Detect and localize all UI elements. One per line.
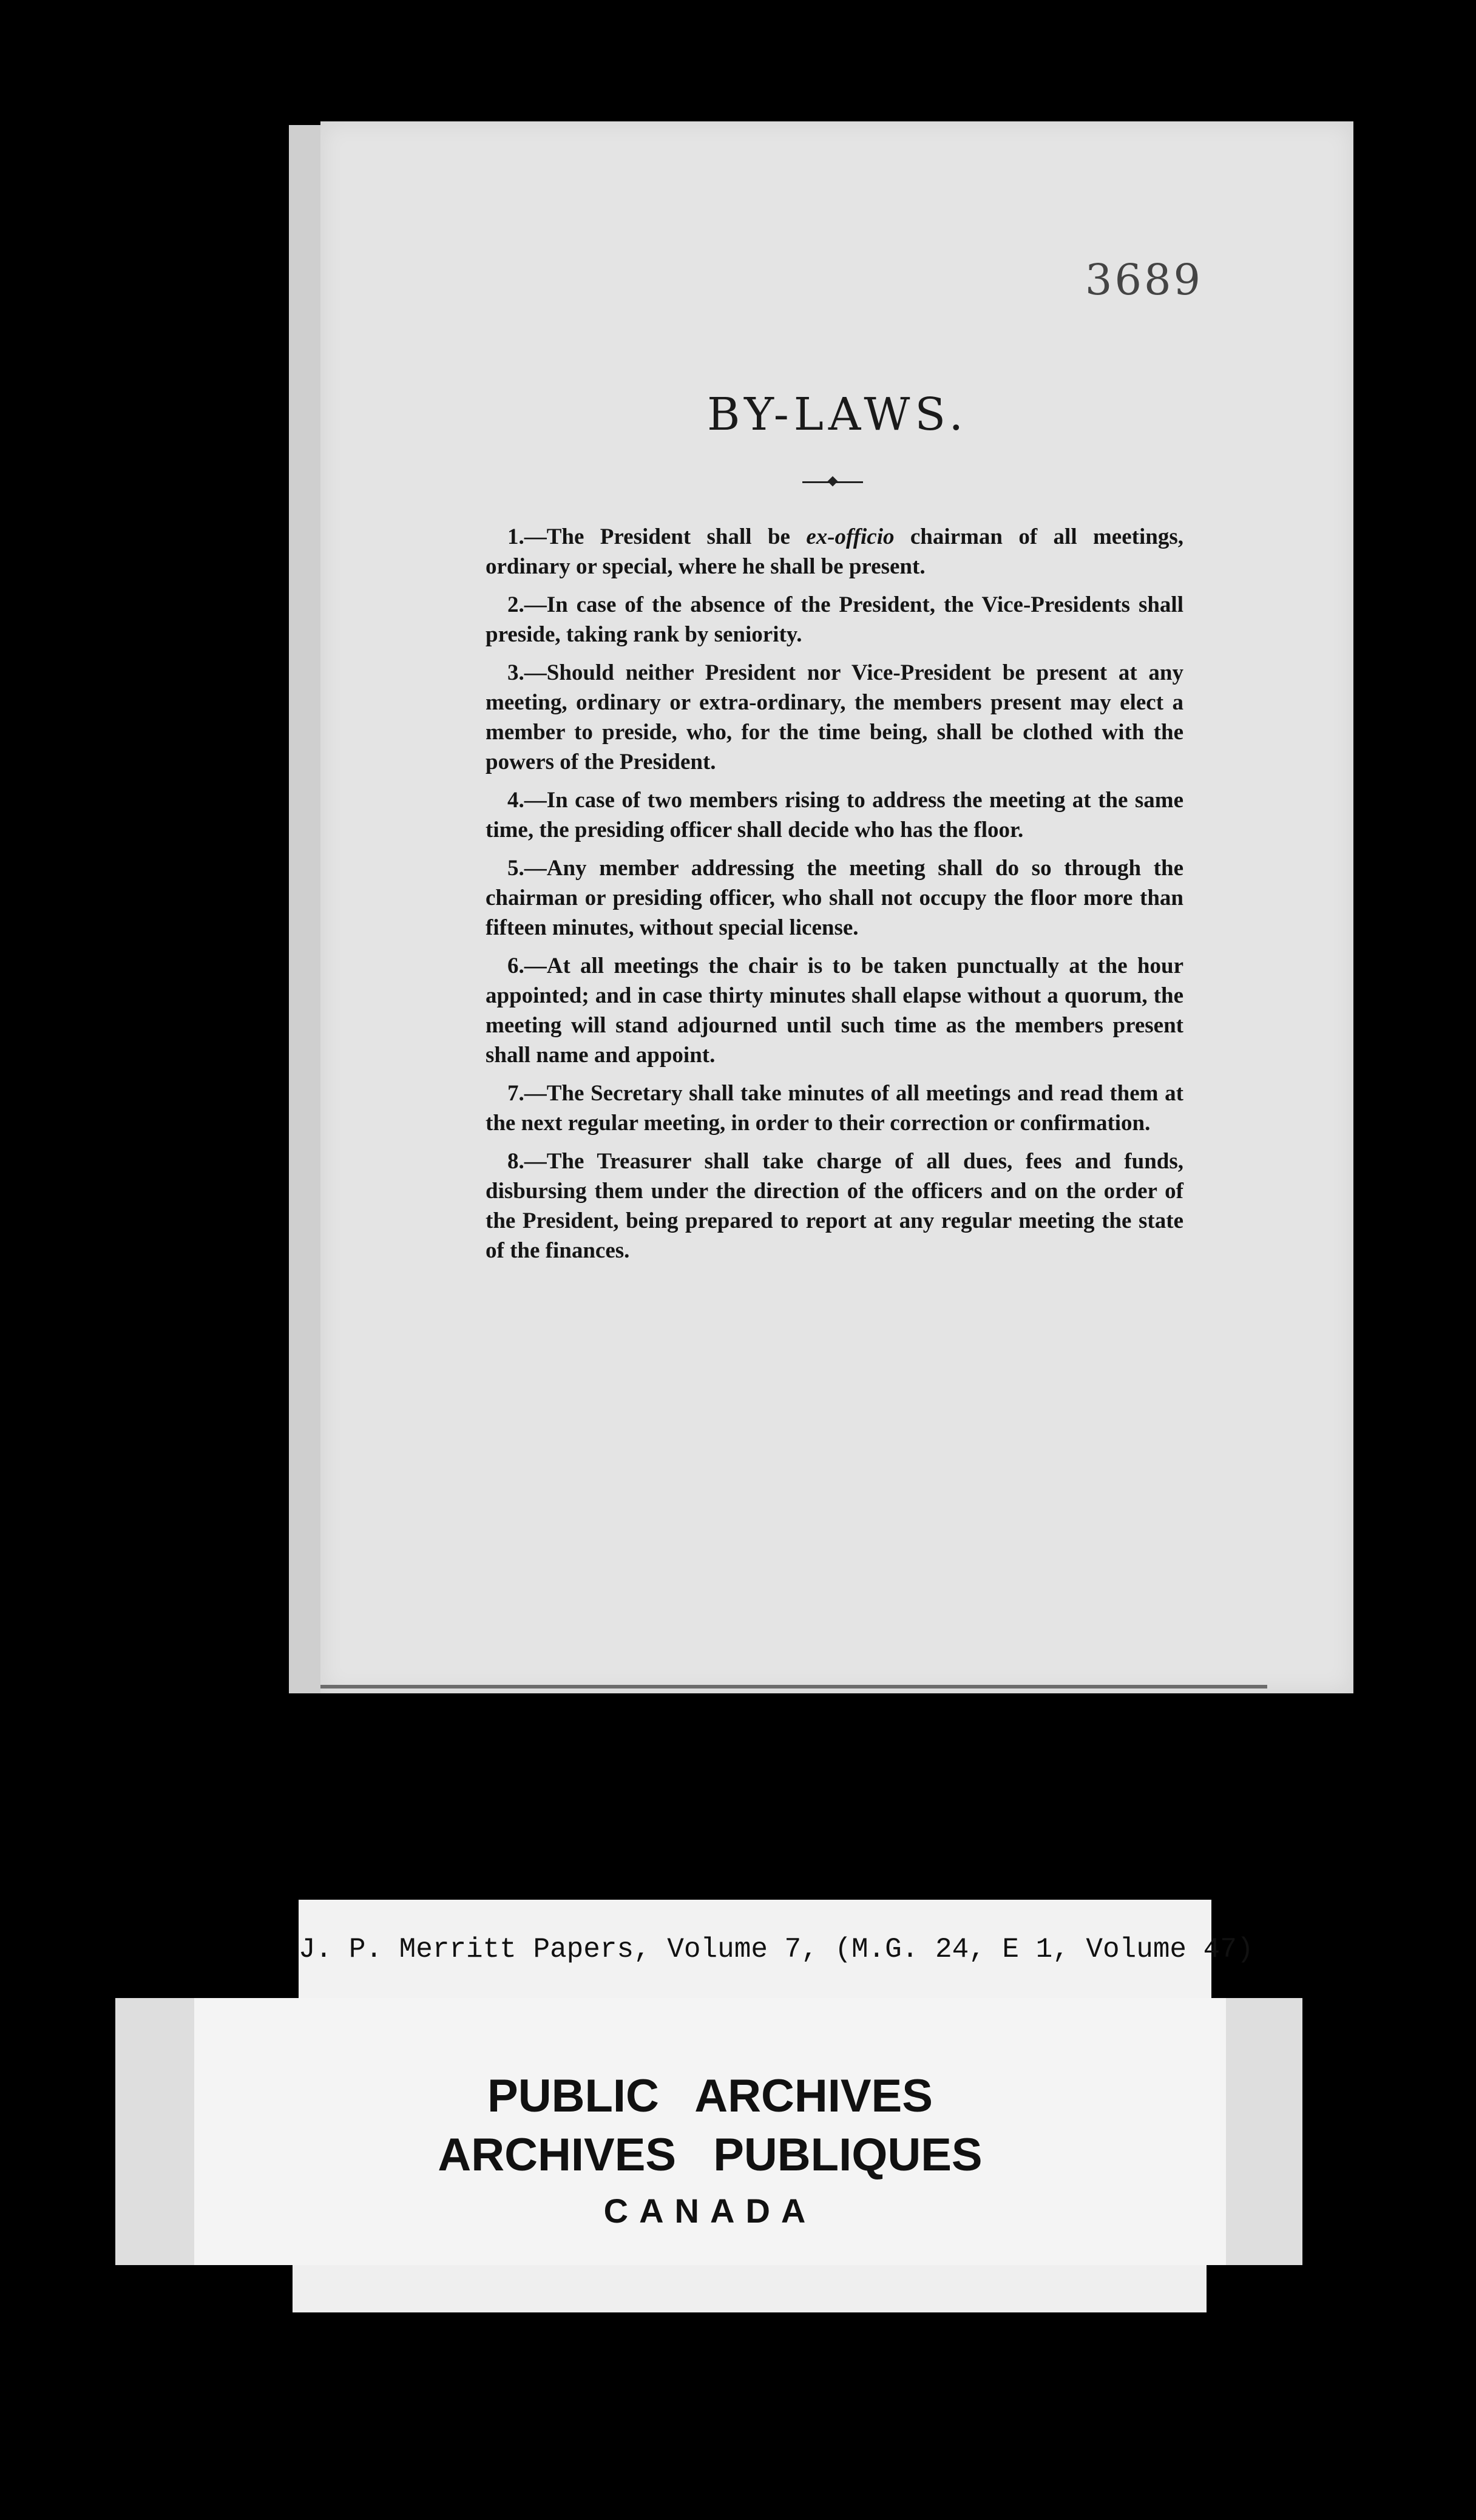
archives-label-country: CANADA <box>603 2192 817 2230</box>
page-title: BY-LAWS. <box>706 388 969 441</box>
bylaw-number: 1. <box>507 524 524 549</box>
bylaw-text: —The President shall be <box>524 524 807 549</box>
title-ornament-divider <box>802 479 863 484</box>
collection-label <box>299 1900 1254 2003</box>
bylaw-number: 7. <box>507 1081 524 1106</box>
bylaw-number: 8. <box>507 1149 524 1174</box>
bylaw-text: chairman of all meetings, ordinary or special, where he shall be present. <box>486 524 1183 579</box>
bylaw-item <box>486 1147 1183 1265</box>
bylaw-text: —The Treasurer shall take charge of all dues, fees and funds, disbursing them under the direction of the officers and on the order of the President, being prepared to report at any regular meeting the state of the finances. <box>486 1149 1183 1263</box>
archives-stamp-inner <box>194 1998 1226 2265</box>
collection-reference: J. P. Merritt Papers, Volume 7, (M.G. 24, E 1, Volume 47) <box>299 1934 1254 1965</box>
handwritten-page-number: 3689 <box>1085 255 1203 305</box>
bylaw-number: 6. <box>507 953 524 978</box>
bylaw-item <box>486 590 1183 649</box>
bylaw-item <box>486 785 1183 845</box>
bylaw-text: —In case of two members rising to address the meeting at the same time, the presiding officer shall decide who has the floor. <box>486 788 1183 842</box>
bylaw-item <box>486 951 1183 1070</box>
label-bottom-strip <box>293 2265 1207 2312</box>
bylaw-number: 4. <box>507 788 524 813</box>
bylaw-number: 5. <box>507 856 524 881</box>
bylaw-text: —At all meetings the chair is to be taken punctually at the hour appointed; and in case thirty minutes shall elapse without a quorum, the meeting will stand adjourned until such time as the members present shall name and appoint. <box>486 953 1183 1068</box>
bylaw-number: 2. <box>507 592 524 617</box>
bylaw-number: 3. <box>507 660 524 685</box>
archives-stamp-label <box>115 1998 1302 2265</box>
bylaw-italic-term: ex-officio <box>806 524 895 549</box>
page-bottom-shadow <box>320 1685 1267 1688</box>
bylaw-text: —Any member addressing the meeting shall do so through the chairman or presiding officer, who shall not occupy the floor more than fifteen minutes, without special license. <box>486 856 1183 940</box>
bylaw-text: —In case of the absence of the President, the Vice-Presidents shall preside, taking rank by seniority. <box>486 592 1183 647</box>
archives-label-english: PUBLIC ARCHIVES <box>487 2070 933 2122</box>
bylaw-text: —Should neither President nor Vice-President be present at any meeting, ordinary or extra-ordinary, the members present may elect a member to preside, who, for the time being, shall be clothed with the powers of the President. <box>486 660 1183 774</box>
bylaw-item <box>486 522 1183 581</box>
archives-label-french: ARCHIVES PUBLIQUES <box>438 2129 983 2181</box>
bylaw-text: —The Secretary shall take minutes of all meetings and read them at the next regular meeting, in order to their correction or confirmation. <box>486 1081 1183 1136</box>
bylaws-list <box>486 522 1183 1274</box>
bylaw-item <box>486 658 1183 777</box>
bylaw-item <box>486 853 1183 943</box>
bylaw-item <box>486 1079 1183 1138</box>
